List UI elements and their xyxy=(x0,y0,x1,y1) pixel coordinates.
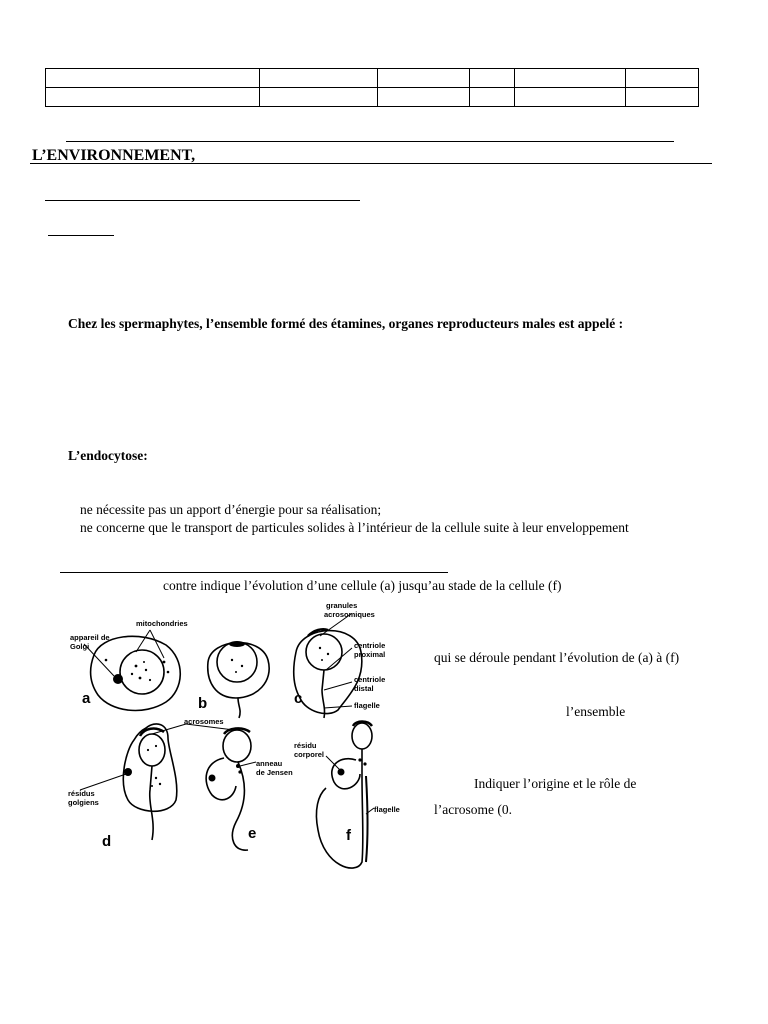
label-anneau-2: de Jensen xyxy=(256,768,293,777)
exercise-line-2: l’ensemble xyxy=(566,704,626,719)
header-table xyxy=(45,68,699,107)
label-flagelle-2: flagelle xyxy=(374,805,400,814)
label-residus-golgiens-2: golgiens xyxy=(68,798,99,807)
cell-e xyxy=(206,728,251,850)
letter-b: b xyxy=(198,695,208,712)
label-golgi-1: appareil de xyxy=(70,633,110,642)
label-centriole-proximal-1: centriole xyxy=(354,641,386,650)
letter-c: c xyxy=(294,690,303,707)
label-granules-2: acrosomiques xyxy=(324,610,375,619)
label-flagelle-1: flagelle xyxy=(354,701,380,710)
table-cell xyxy=(515,88,626,107)
table-cell xyxy=(378,88,470,107)
question-2-option-2: ne concerne que le transport de particules solides à l’intérieur de la cellule suite à leur enveloppement xyxy=(80,520,629,535)
table-cell xyxy=(46,69,260,88)
label-mitochondries: mitochondries xyxy=(136,619,188,628)
table-cell xyxy=(626,69,699,88)
table-cell xyxy=(260,88,378,107)
table-cell xyxy=(260,69,378,88)
label-centriole-proximal-2: proximal xyxy=(354,650,386,659)
table-row xyxy=(46,88,699,107)
label-anneau-1: anneau xyxy=(256,759,283,768)
exercise-rule xyxy=(60,572,448,573)
letter-e: e xyxy=(248,825,257,842)
cell-f xyxy=(316,722,372,869)
label-centriole-distal-1: centriole xyxy=(354,675,386,684)
title-underline xyxy=(30,163,712,164)
table-cell xyxy=(515,69,626,88)
rule-section xyxy=(45,200,360,201)
cell-c xyxy=(294,629,362,718)
table-cell xyxy=(626,88,699,107)
exercise-line-1: qui se déroule pendant l’évolution de (a) à (f) xyxy=(434,650,680,665)
letter-a: a xyxy=(82,690,91,707)
rule-top xyxy=(66,141,674,142)
spermiogenesis-figure xyxy=(56,600,422,872)
page-title: L’ENVIRONNEMENT, xyxy=(32,147,196,164)
label-residu-corporel-1: résidu xyxy=(294,741,317,750)
table-cell xyxy=(470,88,515,107)
label-golgi-2: Golgi xyxy=(70,642,90,651)
label-centriole-distal-2: distal xyxy=(354,684,374,693)
label-acrosomes: acrosomes xyxy=(184,717,224,726)
label-granules-1: granules xyxy=(326,601,358,610)
cell-d xyxy=(123,724,176,840)
table-row xyxy=(46,69,699,88)
question-2-option-1: ne nécessite pas un apport d’énergie pour sa réalisation; xyxy=(80,502,382,517)
letter-d: d xyxy=(102,833,112,850)
table-cell xyxy=(378,69,470,88)
cell-b xyxy=(208,641,269,718)
exercise-line-4: l’acrosome (0. xyxy=(434,802,512,817)
exercise-intro: contre indique l’évolution d’une cellule (a) jusqu’au stade de la cellule (f) xyxy=(163,578,562,593)
table-cell xyxy=(470,69,515,88)
label-residu-corporel-2: corporel xyxy=(294,750,325,759)
question-2-label: L’endocytose: xyxy=(68,448,148,463)
label-residus-golgiens-1: résidus xyxy=(68,789,95,798)
cell-a xyxy=(91,636,181,710)
question-1-text: Chez les spermaphytes, l’ensemble formé des étamines, organes reproducteurs males est appelé : xyxy=(68,316,624,331)
exercise-line-3: Indiquer l’origine et le rôle de xyxy=(474,776,637,791)
table-cell xyxy=(46,88,260,107)
rule-short xyxy=(48,235,114,236)
letter-f: f xyxy=(346,827,351,844)
